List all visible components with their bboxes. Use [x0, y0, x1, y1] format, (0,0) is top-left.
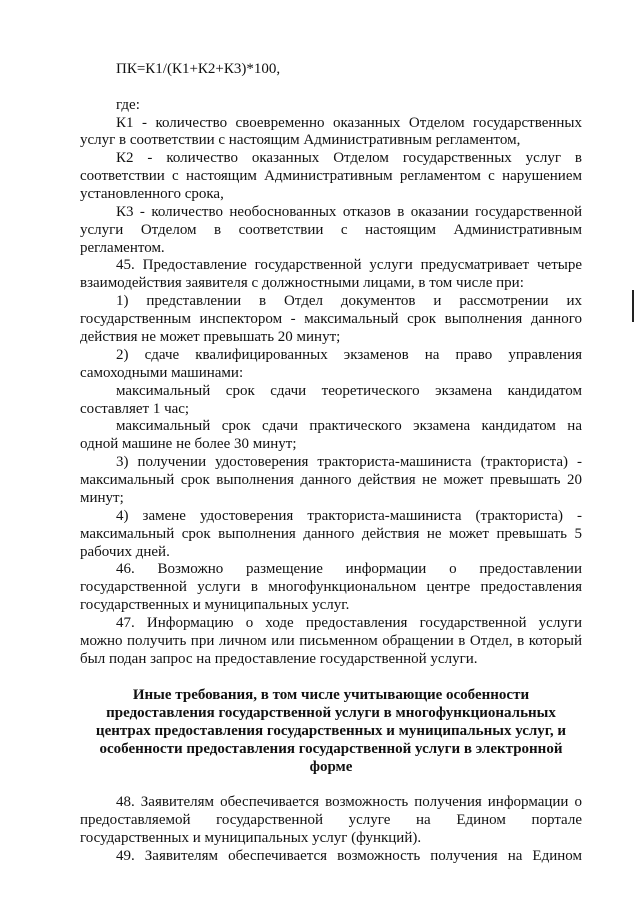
- text-line: К3 - количество необоснованных отказов в оказании государственной: [116, 204, 582, 220]
- text-line: государственных и муниципальных услуг (функций).: [80, 830, 422, 846]
- section-heading: предоставления государственной услуги в многофункциональных: [106, 705, 556, 721]
- paragraph-46: 46. Возможно размещение информации о предоставлении: [116, 561, 582, 577]
- text-line: К2 - количество оказанных Отделом государственных услуг в: [116, 150, 582, 166]
- text-line: действия не может превышать 20 минут;: [80, 329, 341, 345]
- text-line: регламентом.: [80, 240, 165, 256]
- text-line: государственной услуги в многофункциональном центре предоставления: [80, 579, 582, 595]
- text-line: установленного срока,: [80, 186, 224, 202]
- text-line: услуг в соответствии с настоящим Административным регламентом,: [80, 132, 521, 148]
- section-heading: особенности предоставления государственной услуги в электронной: [99, 741, 563, 757]
- where-line: где:: [116, 97, 140, 113]
- paragraph-48: 48. Заявителям обеспечивается возможность получения информации о: [116, 794, 582, 810]
- text-line: максимальный срок выполнения данного действия не может превышать 20: [80, 472, 582, 488]
- text-line: предоставляемой государственной услуге на Едином портале: [80, 812, 582, 828]
- text-line: рабочих дней.: [80, 544, 170, 560]
- scan-edge-mark: [632, 290, 634, 322]
- text-line: услуги Отделом в соответствии с настоящим Административным: [80, 222, 582, 238]
- text-line: максимальный срок выполнения данного действия не может превышать 5: [80, 526, 582, 542]
- paragraph-49: 49. Заявителям обеспечивается возможность получения на Едином: [116, 848, 582, 864]
- text-line: можно получить при личном или письменном обращении в Отдел, в который: [80, 633, 582, 649]
- text-line: самоходными машинами:: [80, 365, 244, 381]
- text-line: минут;: [80, 490, 124, 506]
- text-line: государственных и муниципальных услуг.: [80, 597, 350, 613]
- text-line: одной машине не более 30 минут;: [80, 436, 297, 452]
- text-line: 1) представлении в Отдел документов и рассмотрении их: [116, 293, 582, 309]
- text-line: взаимодействия заявителя с должностными лицами, в том числе при:: [80, 275, 524, 291]
- paragraph-47: 47. Информацию о ходе предоставления государственной услуги: [116, 615, 582, 631]
- text-line: был подан запрос на предоставление государственной услуги.: [80, 651, 478, 667]
- text-line: государственным инспектором - максимальный срок выполнения данного: [80, 311, 582, 327]
- text-line: максимальный срок сдачи практического экзамена кандидатом на: [116, 418, 582, 434]
- section-heading: Иные требования, в том числе учитывающие особенности: [132, 687, 530, 703]
- text-line: К1 - количество своевременно оказанных Отделом государственных: [116, 115, 582, 131]
- text-line: составляет 1 час;: [80, 401, 190, 417]
- text-line: 2) сдаче квалифицированных экзаменов на право управления: [116, 347, 582, 363]
- paragraph-45: 45. Предоставление государственной услуги предусматривает четыре: [116, 257, 582, 273]
- text-line: максимальный срок сдачи теоретического экзамена кандидатом: [116, 383, 582, 399]
- text-line: 3) получении удостоверения тракториста-машиниста (тракториста) -: [116, 454, 582, 470]
- text-line: 4) замене удостоверения тракториста-машиниста (тракториста) -: [116, 508, 582, 524]
- section-heading: форме: [309, 759, 353, 775]
- section-heading: центрах предоставления государственных и муниципальных услуг, и: [95, 723, 567, 739]
- text-line: соответствии с настоящим Административным регламентом с нарушением: [80, 168, 582, 184]
- formula-line: ПК=К1/(К1+К2+К3)*100,: [116, 61, 281, 77]
